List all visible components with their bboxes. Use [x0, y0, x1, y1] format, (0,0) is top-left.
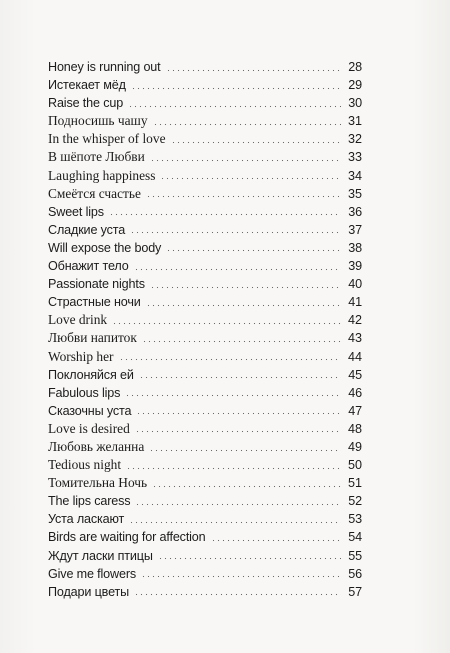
toc-entry-title: Laughing happiness [48, 167, 156, 183]
dot-leader [149, 449, 341, 452]
toc-entry [48, 239, 362, 257]
toc-entry-title: The lips caress [48, 494, 131, 509]
dot-leader [150, 159, 341, 162]
toc-entry-page-number: 52 [348, 494, 362, 509]
dot-leader [125, 394, 341, 397]
toc-entry [48, 510, 362, 528]
toc-entry-page-number: 55 [348, 548, 362, 563]
dot-leader [141, 575, 341, 578]
toc-entry-page-number: 28 [348, 60, 362, 74]
dot-leader [128, 105, 341, 108]
toc-entry-page-number: 51 [347, 476, 362, 491]
dot-leader [135, 503, 341, 506]
dot-leader [166, 249, 341, 252]
toc-entry [48, 203, 362, 221]
toc-entry-title: Love drink [48, 312, 108, 328]
toc-entry [48, 583, 362, 601]
toc-entry-title: Страстные ночи [48, 295, 141, 310]
toc-entry-title: Raise the cup [48, 96, 124, 111]
toc-entry [48, 547, 362, 565]
dot-leader [160, 177, 341, 180]
toc-entry-page-number: 44 [347, 349, 362, 364]
dot-leader [211, 539, 341, 542]
toc-entry [48, 528, 362, 546]
toc-entry-title: Сладкие уста [48, 222, 126, 237]
toc-entry-page-number: 41 [348, 295, 362, 310]
toc-entry [48, 348, 362, 366]
toc-entry-page-number: 42 [347, 313, 362, 328]
toc-entry-title: Worship her [48, 348, 114, 364]
toc-entry-title: Поклоняйся ей [48, 367, 134, 382]
toc-entry-page-number: 38 [348, 240, 362, 255]
toc-entry-title: Обнажит тело [48, 259, 129, 274]
dot-leader [152, 485, 341, 488]
toc-entry [48, 438, 362, 456]
toc-entry-title: Honey is running out [48, 60, 161, 74]
toc-entry [48, 275, 362, 293]
toc-entry-title: Give me flowers [48, 566, 137, 581]
dot-leader [136, 412, 341, 415]
toc-entry-page-number: 39 [348, 259, 362, 274]
toc-entry [48, 76, 362, 94]
toc-entry-title: Love is desired [48, 420, 130, 436]
dot-leader [119, 358, 342, 361]
toc-entry [48, 420, 362, 438]
dot-leader [153, 123, 341, 126]
toc-entry-title: Passionate nights [48, 277, 145, 292]
toc-entry-title: Will expose the body [48, 240, 162, 255]
toc-entry-page-number: 50 [347, 458, 362, 473]
toc-entry-title: Sweet lips [48, 204, 104, 219]
toc-entry-title: Томительна Ночь [48, 475, 148, 491]
toc-entry-title: Подари цветы [48, 584, 130, 599]
toc-entry-title: Birds are waiting for affection [48, 530, 206, 545]
toc-entry [48, 456, 362, 474]
dot-leader [139, 376, 341, 379]
toc-entry-page-number: 48 [347, 421, 362, 436]
toc-entry-title: Ждут ласки птицы [48, 548, 153, 563]
toc-entry [48, 112, 362, 130]
toc-entry-title: В шёпоте Любви [48, 149, 145, 165]
toc-entry-page-number: 46 [348, 385, 362, 400]
toc-entry-title: Истекает мёд [48, 78, 126, 93]
toc-entry-title: Подносишь чашу [48, 113, 148, 129]
toc-entry-page-number: 47 [348, 403, 362, 418]
dot-leader [171, 141, 341, 144]
toc-entry [48, 221, 362, 239]
toc-entry [48, 565, 362, 583]
toc-entry-title: Fabulous lips [48, 385, 121, 400]
dot-leader [109, 213, 341, 216]
toc-entry-title: In the whisper of love [48, 131, 166, 147]
dot-leader [146, 304, 341, 307]
toc-entry-page-number: 53 [348, 512, 362, 527]
toc-entry-page-number: 30 [348, 96, 362, 111]
toc-entry-title: Tedious night [48, 457, 122, 473]
toc-entry-title: Сказочны уста [48, 403, 132, 418]
toc-entry [48, 293, 362, 311]
toc-entry-title: Любовь желанна [48, 438, 145, 454]
toc-entry-page-number: 29 [348, 78, 362, 93]
dot-leader [142, 340, 341, 343]
toc-entry-page-number: 56 [348, 566, 362, 581]
toc-entry-page-number: 35 [347, 186, 362, 201]
toc-entry [48, 329, 362, 347]
table-of-contents [48, 58, 362, 601]
toc-entry [48, 185, 362, 203]
toc-entry [48, 58, 362, 76]
toc-entry-page-number: 45 [348, 367, 362, 382]
toc-entry-page-number: 40 [348, 277, 362, 292]
toc-entry [48, 384, 362, 402]
toc-entry [48, 257, 362, 275]
dot-leader [131, 87, 341, 90]
dot-leader [112, 322, 341, 325]
toc-entry [48, 167, 362, 185]
dot-leader [146, 195, 341, 198]
toc-entry-page-number: 43 [347, 331, 362, 346]
dot-leader [150, 286, 341, 289]
dot-leader [126, 467, 341, 470]
toc-entry [48, 402, 362, 420]
dot-leader [135, 430, 341, 433]
dot-leader [166, 69, 341, 72]
toc-entry [48, 474, 362, 492]
toc-entry-title: Смеётся счастье [48, 185, 141, 201]
toc-entry-page-number: 34 [347, 168, 362, 183]
toc-entry [48, 148, 362, 166]
dot-leader [158, 557, 341, 560]
toc-entry-title: Любви напиток [48, 330, 137, 346]
toc-entry-title: Уста ласкают [48, 512, 125, 527]
toc-entry-page-number: 36 [348, 204, 362, 219]
toc-entry-page-number: 33 [347, 150, 362, 165]
toc-entry-page-number: 32 [347, 132, 362, 147]
toc-entry-page-number: 54 [348, 530, 362, 545]
toc-entry-page-number: 31 [347, 114, 362, 129]
dot-leader [130, 231, 341, 234]
dot-leader [134, 593, 341, 596]
toc-entry [48, 311, 362, 329]
toc-entry [48, 130, 362, 148]
toc-entry [48, 94, 362, 112]
toc-entry [48, 492, 362, 510]
toc-entry-page-number: 57 [348, 584, 362, 599]
dot-leader [134, 268, 341, 271]
toc-entry-page-number: 37 [348, 222, 362, 237]
toc-entry-page-number: 49 [347, 439, 362, 454]
dot-leader [129, 521, 341, 524]
toc-entry [48, 366, 362, 384]
